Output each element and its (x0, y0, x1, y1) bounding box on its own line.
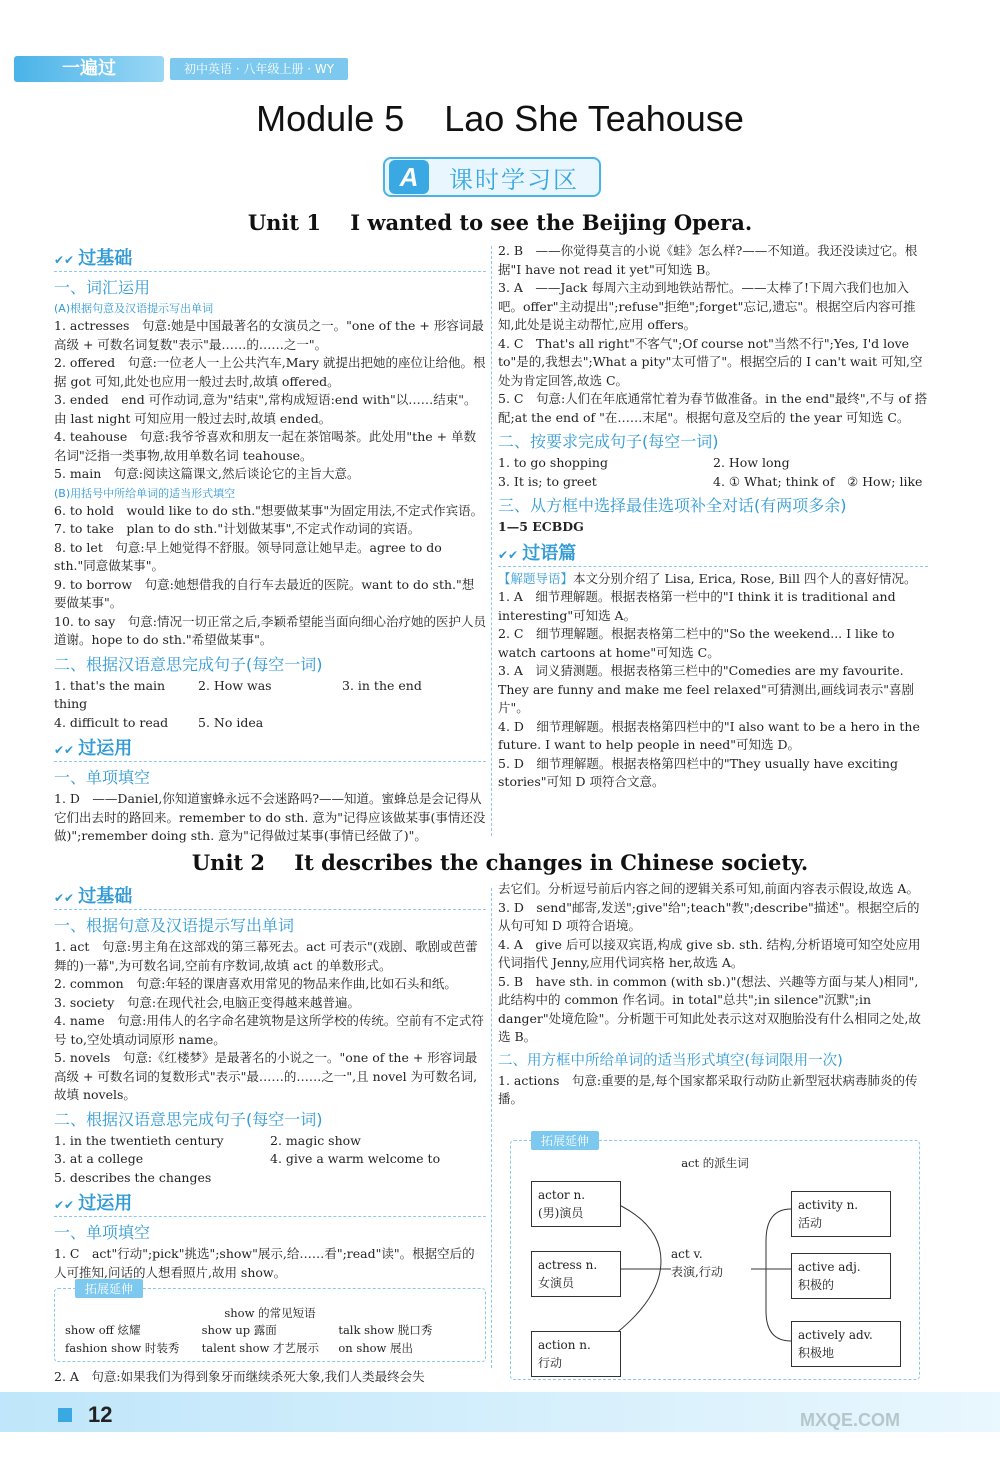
brand-logo: 一遍过 (14, 56, 164, 82)
box-word: act v. (671, 1247, 703, 1261)
answer-row (54, 677, 486, 714)
badge-letter: A (389, 160, 429, 194)
guide-text (498, 570, 928, 589)
answer-item: 3. ended end 可作动词,意为"结束",常构成短语:end with"以……结束"。由 last night 可知应用一般过去时,故填 ended。 (54, 392, 477, 426)
answer-item: 1. D ——Daniel,你知道蜜蜂永远不会迷路吗?——知道。蜜蜂总是会记得从它们出去时的路回来。remember to do sth. 意为"记得应该做某事(事情还没做)";remember doing sth. 意为"记得做过某事(事情已经做了)"。 (54, 791, 486, 843)
box-actress (531, 1251, 621, 1297)
unit2-left-column (54, 880, 486, 1384)
unit1-left-column (54, 242, 486, 842)
page-marker-icon (58, 1408, 72, 1422)
answer-item: 4. A give 后可以接双宾语,构成 give sb. sth. 结构,分析语境可知空处应用代词指代 Jenny,应用代词宾格 her,故选 A。 (498, 936, 921, 970)
guide-body: 本文分别介绍了 Lisa, Erica, Rose, Bill 四个人的喜好情况。 (573, 570, 917, 586)
extension-box (54, 1282, 486, 1362)
box-word: actively adv. (798, 1328, 873, 1342)
box-meaning: 积极地 (798, 1346, 835, 1360)
unit1-right-column (498, 242, 928, 842)
sub-heading: 三、从方框中选择最佳选项补全对话(有两项多余) (498, 496, 847, 515)
answer-cell (342, 714, 486, 733)
sub-heading: 一、单项填空 (54, 1223, 151, 1242)
answer-item: 6. to hold would like to do sth."想要做某事"为固定用法,不定式作宾语。 (54, 502, 484, 518)
phrase: fashion show 时装秀 (65, 1341, 180, 1355)
box-meaning: 表演,行动 (671, 1265, 723, 1279)
answer-item: 4. name 句意:用伟人的名字命名建筑物是这所学校的传统。空前有不定式符号 to,空处填动词原形 name。 (54, 1013, 484, 1047)
answer-item: 4. D 细节理解题。根据表格第四栏中的"I also want to be a hero in the future. I want to help people in need"可知选 D。 (498, 718, 920, 752)
watermark: MXQE.COM (800, 1410, 901, 1430)
answer-cell: 3. It is; to greet (498, 473, 597, 489)
section-heading: ✔✔ 过运用 (54, 734, 486, 762)
phrase: on show 展出 (338, 1341, 414, 1355)
phrase-grid (65, 1321, 475, 1357)
sub-heading: 一、单项填空 (54, 768, 151, 787)
box-word: actress n. (538, 1258, 598, 1272)
sub-heading: 二、用方框中所给单词的适当形式填空(每词限用一次) (498, 1052, 843, 1069)
answer-cell: 2. How was (198, 677, 272, 693)
unit2-right-column (498, 880, 928, 1150)
phrase: talk show 脱口秀 (338, 1323, 433, 1337)
unit1-title: Unit 1 I wanted to see the Beijing Opera. (247, 210, 753, 235)
guide-tag: 【解题导语】 (498, 570, 574, 586)
answer-item: 3. society 句意:在现代社会,电脑正变得越来越普遍。 (54, 994, 361, 1010)
phrase: talent show 才艺展示 (201, 1341, 320, 1355)
box-action (531, 1331, 621, 1377)
answer-item: 3. A ——Jack 每周六主动到地铁站帮忙。——太棒了!下周六我们也加入吧。offer"主动提出";refuse"拒绝";forget"忘记,遗忘"。根据空后内容可推知,此处是说主动帮忙,应用 offers。 (498, 280, 916, 332)
answer-cell: 2. How long (713, 455, 790, 470)
diagram-title: act 的派生词 (681, 1156, 749, 1170)
answer-item: 9. to borrow 句意:她想借我的自行车去最近的医院。want to do sth."想要做某事"。 (54, 576, 475, 610)
badge-text: 课时学习区 (449, 165, 579, 194)
answer-item: 2. offered 句意:一位老人一上公共汽车,Mary 就提出把她的座位让给他。根据 got 可知,此处也应用一般过去时,故填 offered。 (54, 355, 486, 389)
phrase: show off 炫耀 (65, 1323, 141, 1337)
unit2-title: Unit 2 It describes the changes in Chinese society. (191, 850, 809, 875)
section-heading: ✔✔ 过运用 (54, 1189, 486, 1217)
answer-cell: 5. describes the changes (54, 1169, 212, 1185)
box-meaning: 积极的 (798, 1278, 835, 1292)
answer-item: 2. B ——你觉得莫言的小说《蛙》怎么样?——不知道。我还没读过它。根据"I have not read it yet"可知选 B。 (498, 243, 918, 277)
answer-item: 5. C 句意:人们在年底通常忙着为春节做准备。in the end"最终",不与 of 搭配;at the end of "在……末尾"。根据句意及空后的 the year 可知选 C。 (498, 391, 928, 425)
section-heading: ✔✔ 过基础 (54, 244, 486, 272)
box-activity (791, 1191, 891, 1237)
answer-item: 5. novels 句意:《红楼梦》是最著名的小说之一。"one of the + 形容词最高级 + 可数名词的复数形式"表示"最……的……之一",且 novel 为可数名词,故填 novels。 (54, 1050, 478, 1102)
book-subtitle: 初中英语 · 八年级上册 · WY (170, 58, 348, 80)
node-act (671, 1245, 723, 1281)
answer-row (498, 473, 928, 492)
derivation-diagram (510, 1134, 920, 1380)
answer-row (498, 454, 928, 473)
answer-cell (270, 1169, 486, 1188)
sub-heading: 二、根据汉语意思完成句子(每空一词) (54, 1109, 323, 1129)
answer-item: 1. C act"行动";pick"挑选";show"展示,给……看";read"读"。根据空后的人可推知,问话的人想看照片,故用 show。 (54, 1246, 475, 1280)
box-word: active adj. (798, 1260, 861, 1274)
box-meaning: 行动 (538, 1356, 563, 1370)
page-number: 12 (88, 1402, 113, 1427)
answer-item: 5. main 句意:阅读这篇课文,然后谈论它的主旨大意。 (54, 466, 360, 481)
answer-cell: 4. give a warm welcome to (270, 1151, 441, 1166)
answer-item: 3. A 词义猜测题。根据表格第三栏中的"Comedies are my favourite. They are funny and make me feel relaxed"可猜测出,画线词表示"喜剧片"。 (498, 663, 915, 715)
answer-row (54, 714, 486, 733)
answer-item: 去它们。分析逗号前后内容之间的逻辑关系可知,前面内容表示假设,故选 A。 (498, 881, 919, 896)
box-word: activity n. (798, 1198, 859, 1212)
section-badge (383, 157, 601, 197)
answer-item: 7. to take plan to do sth."计划做某事",不定式作动词的宾语。 (54, 521, 421, 536)
answer-cell: 2. magic show (270, 1132, 361, 1148)
answer-row (54, 1132, 486, 1151)
column-divider (491, 888, 492, 1368)
answer-cell: 1. in the twentieth century (54, 1132, 224, 1148)
answer-cell: 4. ① What; think of ② How; like (713, 473, 923, 489)
answer-item: 2. common 句意:年轻的课唐喜欢用常见的物品来作曲,比如石头和纸。 (54, 976, 457, 991)
answer-item: 4. teahouse 句意:我爷爷喜欢和朋友一起在茶馆喝茶。此处用"the + 单数名词"泛指一类事物,故用单数名词 teahouse。 (54, 429, 477, 463)
answer-item: 8. to let 句意:早上她觉得不舒服。领导同意让她早走。agree to do sth."同意做某事"。 (54, 539, 442, 573)
answer-item: 2. C 细节理解题。根据表格第二栏中的"So the weekend... I like to watch cartoons at home"可知选 C。 (498, 626, 895, 660)
answer-cell: 4. difficult to read (54, 714, 169, 730)
answer-item: 1. actions 句意:重要的是,每个国家都采取行动防止新型冠状病毒肺炎的传播。 (498, 1072, 918, 1106)
sub-heading: 二、按要求完成句子(每空一词) (498, 432, 719, 451)
answer-item: 4. C That's all right"不客气";Of course not"当然不行";Yes, I'd love to"是的,我想去";What a pity"太可惜了"。根据空后的 I can't wait 可知,空处为肯定回答,故选 C。 (498, 335, 923, 388)
answer-item: 2. A 句意:如果我们为得到象牙而继续杀死大象,我们人类最终会失 (54, 1369, 425, 1384)
answer-cell: 1. that's the main thing (54, 677, 166, 711)
answer-cell: 1. to go shopping (498, 455, 608, 470)
sub-sub-heading: (B)用括号中所给单词的适当形式填空 (54, 486, 236, 500)
box-meaning: (男)演员 (538, 1206, 584, 1220)
answer-item: 5. B have sth. in common (with sb.)"(想法、兴趣等方面与某人)相同",此结构中的 common 作名词。in total"总共";in silence"沉默";in danger"处境危险"。分析题干可知此处表示这对双胞胎没有什么相同之处,故选 B。 (498, 973, 921, 1044)
sub-heading: 二、根据汉语意思完成句子(每空一词) (54, 654, 323, 674)
box-word: actor n. (538, 1188, 586, 1202)
sub-sub-heading: (A)根据句意及汉语提示写出单词 (54, 302, 214, 315)
answer-cell: 5. No idea (198, 714, 264, 730)
sub-heading: 一、词汇运用 (54, 278, 151, 297)
section-heading: ✔✔ 过语篇 (498, 539, 928, 567)
box-actively (791, 1321, 901, 1367)
answer-cell: 3. at a college (54, 1151, 144, 1166)
phrase: show up 露面 (201, 1323, 277, 1337)
box-word: action n. (538, 1338, 591, 1352)
column-divider (491, 246, 492, 836)
answer-cell: 3. in the end (342, 677, 422, 693)
answer-item: 1. actresses 句意:她是中国最著名的女演员之一。"one of the + 形容词最高级 + 可数名词复数"表示"最……的……之一"。 (54, 318, 484, 352)
box-actor (531, 1181, 621, 1227)
extension-tag: 拓展延伸 (75, 1279, 143, 1298)
answer-item: 1—5 ECBDG (498, 519, 584, 534)
section-heading: ✔✔ 过基础 (54, 882, 486, 910)
box-active (791, 1253, 891, 1299)
box-meaning: 女演员 (538, 1276, 575, 1290)
answer-row (54, 1169, 486, 1188)
answer-item: 1. act 句意:男主角在这部戏的第三幕死去。act 可表示"(戏剧、歌剧或芭蕾舞的)一幕",为可数名词,空前有序数词,故填 act 的单数形式。 (54, 939, 478, 973)
sub-heading: 一、根据句意及汉语提示写出单词 (54, 916, 295, 935)
answer-item: 3. D send"邮寄,发送";give"给";teach"教";describe"描述"。根据空后的从句可知 D 项符合语境。 (498, 899, 920, 933)
answer-item: 5. D 细节理解题。根据表格第四栏中的"They usually have exciting stories"可知 D 项符合文意。 (498, 755, 898, 789)
answer-item: 1. A 细节理解题。根据表格第一栏中的"I think it is traditional and interesting"可知选 A。 (498, 589, 896, 623)
extension-title: show 的常见短语 (224, 1306, 316, 1320)
answer-row (54, 1150, 486, 1169)
module-title: Module 5 Lao She Teahouse (256, 98, 744, 139)
answer-item: 10. to say 句意:情况一切正常之后,李颖希望能当面向细心治疗她的医护人员道谢。hope to do sth."希望做某事"。 (54, 613, 486, 647)
diagram-tag: 拓展延伸 (531, 1131, 599, 1150)
box-meaning: 活动 (798, 1216, 823, 1230)
